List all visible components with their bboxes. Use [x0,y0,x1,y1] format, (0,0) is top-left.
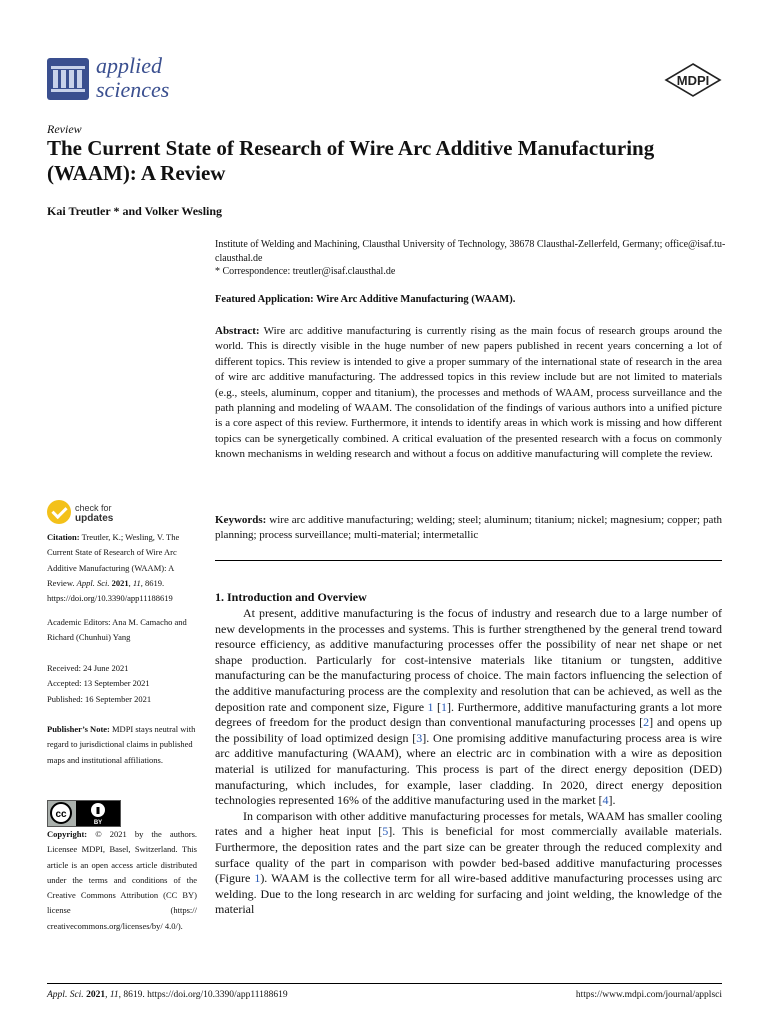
journal-url-link[interactable]: https://www.mdpi.com/journal/applsci [575,990,722,1000]
footer-divider [47,983,722,984]
affiliation-block [215,238,730,279]
journal-name-line1: applied [96,53,162,78]
doi-link[interactable]: , 8619. https://doi.org/10.3390/app11188619 [47,577,173,604]
correspondence: * Correspondence: treutler@isaf.clausthal.de [215,266,396,277]
journal-logo-icon [47,58,89,100]
copyright-notice: Copyright: © 2021 by the authors. Licensee MDPI, Basel, Switzerland. This article is an open access article distributed under the terms and conditions of the Creative Commons Attribution (CC BY) license (https:// creativecommons.org/licenses/by/ 4.0/). [47,829,197,931]
abstract-text: Wire arc additive manufacturing is currently rising as the main focus of research groups around the world. This is directly visible in the huge number of new papers published in recent years concerning a lot of different topics. This review is intended to give a proper summary of the international state of research in the area of wire arc additive manufacturing. The addressed topics in this review include but are not limited to materials (e.g., steels, aluminum, copper and titanium), the processes and methods of WAAM, process surveillance and the path planning and modeling of WAAM. The consolidation of the findings of various authors into a unified picture is a core aspect of this review. Furthermore, it intends to identify areas in which work is missing and how different topics can be synergetically combined. A critical evaluation of the presented research with a focus on commonly known mechanisms in welding research and without a focus on additive manufacturing will complete the review. [215,325,722,461]
section-divider [215,560,722,561]
journal-name [96,54,169,102]
academic-editors: Academic Editors: Ana M. Camacho and Richard (Chunhui) Yang [47,617,187,643]
reference-link[interactable]: 3 [416,730,423,745]
paragraph-1: At present, additive manufacturing is the focus of industry and research due to a large number of new developments in the processes and systems. This is further strengthened by the general trend toward resource efficiency, as additive manufacturing processes offer the possibility of near net shape or net shape production. Particularly for cost-intensive materials like titanium or tungsten, additive manufacturing can be the manufacturing process of choice. The main factors influencing the selection of the additive manufacturing process are the complexity and resolution that can be achieved, as well as the deposition rate and component size, Figure 1 [1]. Furthermore, additive manufacturing grants a lot more degrees of freedom for the product design than conventional manufacturing processes [2] and opens up the possibility of load optimized design [3]. One promising additive manufacturing process area is wire arc additive manufacturing (WAAM), where an electric arc in combination with a wire as deposition material is utilized for manufacturing. This process is part of the direct energy deposition (DED) manufacturing, which includes, for example, laser cladding. In 2020, direct energy deposition technologies represented 16% of the additive manufacturing used in the market [4]. [215,606,722,808]
reference-link[interactable]: 4 [602,793,609,808]
footer-doi-link[interactable]: , 8619. https://doi.org/10.3390/app11188619 [118,990,288,1000]
abstract-label: Abstract: [215,325,260,337]
intro-body [215,606,722,918]
paragraph-2: In comparison with other additive manufacturing processes for metals, WAAM has smaller cooling rates and a higher heat input [5]. This is beneficial for most commercially available materials. Furthermore, the deposition rates and the part size can be greater through the reduced complexity and surface quality of the part in comparison with powder bed-based additive manufacturing processes (Figure 1). WAAM is the collective term for all wire-based additive manufacturing processes using arc welding. Due to the long research in arc welding for surfacing and joint welding, the knowledge of the material [215,808,722,917]
reference-link[interactable]: 2 [643,715,650,730]
figure-link[interactable]: 1 [254,871,261,886]
article-type: Review [47,122,82,136]
publisher-note: Publisher’s Note: MDPI stays neutral with regard to jurisdictional claims in published maps and institutional affiliations. [47,724,196,765]
journal-name-line2: sciences [96,77,170,102]
svg-text:cc: cc [55,809,67,820]
footer-citation: Appl. Sci. 2021, 11, 8619. https://doi.org/10.3390/app11188619 [47,990,288,1000]
reference-link[interactable]: 5 [382,824,389,839]
check-line2: updates [75,513,114,524]
keywords-label: Keywords: [215,514,267,526]
featured-application [215,294,515,305]
publication-dates [47,661,197,707]
cc-by-label: BY [93,820,103,826]
cc-by-license-badge[interactable] [47,800,121,827]
keywords [215,513,722,544]
citation-block: Citation: Treutler, K.; Wesling, V. The Current State of Research of Wire Arc Additive Manufacturing (WAAM): A Review. Appl. Sci. 2021, 11, 8619. https://doi.org/10.3390/app11188619 [47,532,180,604]
article-title: The Current State of Research of Wire Arc Additive Manufacturing (WAAM): A Review [47,136,655,185]
accepted-date: Accepted: 13 September 2021 [47,678,150,689]
affiliation: Institute of Welding and Machining, Clausthal University of Technology, 38678 Clausthal-Zellerfeld, Germany; office@isaf.tu-clausthal.de [215,239,726,264]
featured-label: Featured Application: [215,294,314,305]
mdpi-logo-text: MDPI [676,73,710,88]
check-for-updates-icon[interactable] [47,500,71,524]
check-line1: check for [75,503,112,513]
section-heading: 1. Introduction and Overview [215,590,367,604]
author-list: Kai Treutler * and Volker Wesling [47,204,223,218]
keywords-text: wire arc additive manufacturing; welding; steel; aluminum; titanium; nickel; magnesium; copper; path planning; process surveillance; multi-material; intermetallic [215,514,722,542]
abstract [215,324,722,463]
mdpi-logo[interactable] [664,63,722,97]
featured-text: Wire Arc Additive Manufacturing (WAAM). [316,294,516,305]
figure-link[interactable]: 1 [427,699,434,714]
reference-link[interactable]: 1 [441,699,448,714]
published-date: Published: 16 September 2021 [47,693,152,704]
received-date: Received: 24 June 2021 [47,663,129,673]
check-for-updates-button[interactable] [75,503,113,524]
